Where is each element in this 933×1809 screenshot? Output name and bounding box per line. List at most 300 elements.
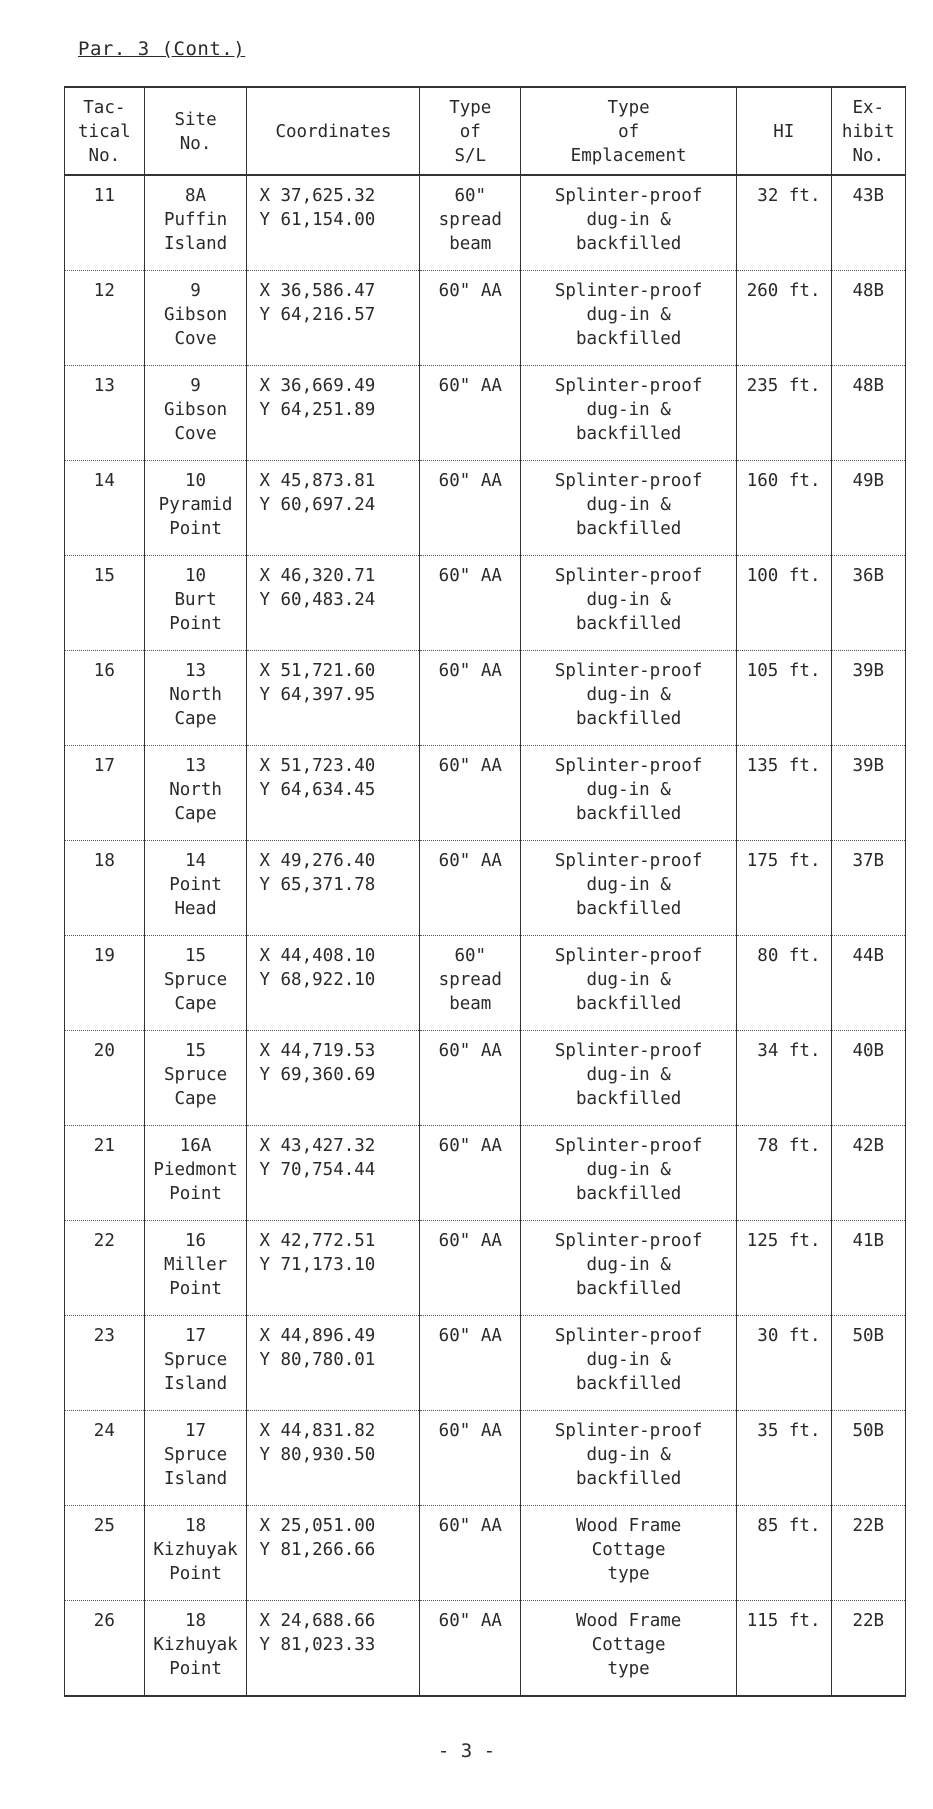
cell-emplacement-line: type [607,1564,650,1584]
cell-sl-type-line: 60" [454,946,487,966]
cell-sl-type [420,1126,521,1221]
cell-emplacement [521,1601,737,1697]
cell-site-line: Spruce [163,1445,228,1465]
cell-hi: 260 ft. [737,271,831,366]
cell-emplacement-line: dug-in & [586,1445,671,1465]
cell-coordinates-line: X 51,721.60 [259,661,376,681]
page-heading: Par. 3 (Cont.) [78,38,246,60]
cell-coordinates-line: X 51,723.40 [259,756,376,776]
cell-emplacement-line: Splinter-proof [554,376,703,396]
cell-emplacement-line: Splinter-proof [554,186,703,206]
cell-site-line: Cove [174,424,217,444]
cell-site-line: Spruce [163,970,228,990]
cell-emplacement-line: type [607,1659,650,1679]
cell-tactical-no: 20 [65,1031,145,1126]
table-header-row [65,87,906,175]
cell-coordinates [247,366,420,461]
cell-emplacement-line: backfilled [575,1374,682,1394]
cell-hi: 32 ft. [737,175,831,271]
cell-sl-type-line: 60" AA [438,376,502,396]
cell-exhibit-no: 48B [831,366,906,461]
cell-site-line: Point [169,875,222,895]
cell-sl-type [420,841,521,936]
cell-site-line: 9 [190,281,201,301]
page-number: - 3 - [437,1740,496,1762]
cell-coordinates-line: Y 81,266.66 [259,1540,376,1560]
cell-site-line: Point [169,1279,222,1299]
table-row [65,1506,906,1601]
cell-site-line: 15 [185,1041,207,1061]
cell-site-line: 14 [185,851,207,871]
cell-tactical-no: 24 [65,1411,145,1506]
cell-sl-type-line: 60" AA [438,566,502,586]
header-line: S/L [454,146,487,166]
cell-sl-type-line: 60" AA [438,1611,502,1631]
cell-emplacement-line: backfilled [575,519,682,539]
cell-exhibit-no: 48B [831,271,906,366]
header-line: HI [773,122,795,142]
cell-emplacement [521,1506,737,1601]
cell-emplacement [521,746,737,841]
cell-coordinates-line: Y 60,483.24 [259,590,376,610]
cell-emplacement-line: backfilled [575,424,682,444]
cell-emplacement-line: Splinter-proof [554,1326,703,1346]
cell-coordinates [247,1411,420,1506]
cell-emplacement [521,841,737,936]
cell-sl-type-line: 60" AA [438,1326,502,1346]
cell-site-line: 13 [185,756,207,776]
cell-tactical-no: 19 [65,936,145,1031]
cell-coordinates-line: X 42,772.51 [259,1231,376,1251]
cell-emplacement-line: dug-in & [586,970,671,990]
cell-site-line: 15 [185,946,207,966]
cell-site-line: Piedmont [153,1160,238,1180]
cell-emplacement [521,1126,737,1221]
header-tactical-no [65,87,145,175]
header-site-no [144,87,247,175]
cell-coordinates-line: X 44,719.53 [259,1041,376,1061]
cell-tactical-no: 21 [65,1126,145,1221]
cell-site-line: Point [169,1564,222,1584]
cell-coordinates-line: Y 61,154.00 [259,210,376,230]
cell-site-line: 18 [185,1611,207,1631]
cell-hi: 34 ft. [737,1031,831,1126]
cell-emplacement-line: backfilled [575,1469,682,1489]
header-line: No. [88,146,121,166]
header-line: of [459,122,481,142]
cell-emplacement [521,175,737,271]
header-line: Tac- [83,98,126,118]
cell-emplacement-line: backfilled [575,994,682,1014]
cell-emplacement-line: Cottage [591,1540,666,1560]
cell-exhibit-no: 49B [831,461,906,556]
cell-sl-type-line: 60" AA [438,1421,502,1441]
cell-sl-type [420,1221,521,1316]
searchlight-sites-table [64,86,906,1697]
cell-site-line: 10 [185,471,207,491]
cell-emplacement-line: Splinter-proof [554,661,703,681]
cell-coordinates-line: Y 81,023.33 [259,1635,376,1655]
cell-exhibit-no: 39B [831,651,906,746]
cell-exhibit-no: 22B [831,1506,906,1601]
cell-tactical-no: 17 [65,746,145,841]
cell-site-line: Kizhuyak [153,1540,238,1560]
cell-tactical-no: 22 [65,1221,145,1316]
table-row [65,1316,906,1411]
cell-sl-type-line: 60" AA [438,661,502,681]
cell-sl-type [420,271,521,366]
cell-site-line: 16 [185,1231,207,1251]
cell-coordinates-line: X 36,669.49 [259,376,376,396]
cell-site [144,1601,247,1697]
cell-site-line: Point [169,1659,222,1679]
cell-sl-type [420,1411,521,1506]
cell-sl-type [420,746,521,841]
cell-tactical-no: 23 [65,1316,145,1411]
cell-emplacement-line: backfilled [575,804,682,824]
cell-coordinates-line: X 45,873.81 [259,471,376,491]
cell-coordinates [247,461,420,556]
cell-sl-type [420,936,521,1031]
cell-sl-type-line: 60" AA [438,851,502,871]
table-row [65,651,906,746]
cell-emplacement-line: dug-in & [586,590,671,610]
cell-site-line: 17 [185,1421,207,1441]
table-row [65,841,906,936]
header-line: Site [174,110,217,130]
cell-coordinates-line: Y 68,922.10 [259,970,376,990]
cell-coordinates-line: Y 80,930.50 [259,1445,376,1465]
cell-sl-type-line: 60" AA [438,1231,502,1251]
cell-coordinates-line: X 36,586.47 [259,281,376,301]
table-row [65,366,906,461]
cell-site [144,1411,247,1506]
cell-coordinates-line: Y 64,251.89 [259,400,376,420]
cell-exhibit-no: 22B [831,1601,906,1697]
cell-emplacement-line: dug-in & [586,875,671,895]
cell-tactical-no: 26 [65,1601,145,1697]
cell-coordinates [247,1031,420,1126]
cell-site-line: Gibson [163,305,228,325]
cell-emplacement-line: Splinter-proof [554,946,703,966]
cell-sl-type-line: 60" AA [438,1041,502,1061]
header-coordinates [247,87,420,175]
cell-site-line: Puffin [163,210,228,230]
cell-site-line: North [169,780,222,800]
cell-emplacement-line: backfilled [575,899,682,919]
cell-emplacement-line: Splinter-proof [554,1041,703,1061]
cell-coordinates [247,651,420,746]
cell-coordinates-line: Y 80,780.01 [259,1350,376,1370]
cell-emplacement-line: Wood Frame [575,1516,682,1536]
cell-hi: 105 ft. [737,651,831,746]
cell-coordinates-line: Y 64,397.95 [259,685,376,705]
cell-site-line: 10 [185,566,207,586]
cell-site-line: Cape [174,994,217,1014]
cell-tactical-no: 11 [65,175,145,271]
cell-emplacement [521,1031,737,1126]
cell-coordinates-line: X 44,831.82 [259,1421,376,1441]
cell-sl-type-line: 60" [454,186,487,206]
table-body [65,175,906,1696]
cell-site-line: Cape [174,804,217,824]
cell-emplacement-line: backfilled [575,1089,682,1109]
cell-sl-type [420,1316,521,1411]
cell-coordinates [247,1126,420,1221]
cell-coordinates-line: X 25,051.00 [259,1516,376,1536]
cell-coordinates-line: Y 65,371.78 [259,875,376,895]
cell-site-line: Cape [174,1089,217,1109]
cell-site-line: Island [163,234,228,254]
cell-site-line: Island [163,1374,228,1394]
cell-emplacement-line: dug-in & [586,1255,671,1275]
cell-site [144,651,247,746]
table-row [65,461,906,556]
cell-tactical-no: 18 [65,841,145,936]
cell-exhibit-no: 42B [831,1126,906,1221]
cell-emplacement-line: dug-in & [586,305,671,325]
cell-sl-type-line: spread [438,210,502,230]
cell-site-line: 9 [190,376,201,396]
cell-emplacement-line: Splinter-proof [554,281,703,301]
header-line: Ex- [852,98,885,118]
header-hi [737,87,831,175]
cell-coordinates [247,1316,420,1411]
cell-exhibit-no: 41B [831,1221,906,1316]
table-row [65,1126,906,1221]
cell-site-line: Point [169,614,222,634]
cell-site-line: Gibson [163,400,228,420]
cell-emplacement-line: backfilled [575,614,682,634]
cell-site-line: Cove [174,329,217,349]
cell-site [144,746,247,841]
table-row [65,936,906,1031]
cell-sl-type-line: 60" AA [438,756,502,776]
cell-coordinates-line: X 43,427.32 [259,1136,376,1156]
cell-hi: 125 ft. [737,1221,831,1316]
table-row [65,1031,906,1126]
cell-sl-type [420,1601,521,1697]
cell-hi: 135 ft. [737,746,831,841]
cell-site [144,461,247,556]
header-type-of-emplacement [521,87,737,175]
cell-hi: 115 ft. [737,1601,831,1697]
cell-hi: 35 ft. [737,1411,831,1506]
header-line: Type [449,98,492,118]
cell-emplacement-line: backfilled [575,234,682,254]
table-row [65,1221,906,1316]
cell-sl-type [420,556,521,651]
cell-emplacement [521,936,737,1031]
cell-tactical-no: 15 [65,556,145,651]
cell-site-line: Pyramid [158,495,233,515]
cell-coordinates [247,175,420,271]
cell-site-line: North [169,685,222,705]
cell-emplacement [521,1316,737,1411]
cell-site-line: Point [169,519,222,539]
cell-emplacement [521,556,737,651]
cell-emplacement-line: Cottage [591,1635,666,1655]
cell-coordinates [247,271,420,366]
cell-emplacement-line: Splinter-proof [554,1136,703,1156]
cell-emplacement-line: backfilled [575,709,682,729]
cell-coordinates-line: Y 60,697.24 [259,495,376,515]
cell-emplacement-line: Wood Frame [575,1611,682,1631]
cell-emplacement-line: dug-in & [586,780,671,800]
cell-sl-type-line: 60" AA [438,1136,502,1156]
header-line: tical [78,122,131,142]
table-row [65,271,906,366]
cell-emplacement-line: dug-in & [586,1160,671,1180]
header-line: hibit [841,122,895,142]
cell-sl-type [420,366,521,461]
cell-coordinates-line: X 24,688.66 [259,1611,376,1631]
cell-sl-type [420,1506,521,1601]
cell-emplacement-line: Splinter-proof [554,1421,703,1441]
cell-emplacement-line: Splinter-proof [554,566,703,586]
cell-emplacement-line: dug-in & [586,210,671,230]
cell-hi: 160 ft. [737,461,831,556]
cell-site [144,271,247,366]
cell-coordinates-line: Y 71,173.10 [259,1255,376,1275]
cell-tactical-no: 25 [65,1506,145,1601]
cell-site [144,1316,247,1411]
cell-tactical-no: 13 [65,366,145,461]
header-line: Emplacement [570,146,687,166]
cell-site-line: Cape [174,709,217,729]
cell-site-line: 18 [185,1516,207,1536]
cell-site [144,841,247,936]
cell-site [144,366,247,461]
cell-emplacement [521,271,737,366]
cell-emplacement [521,651,737,746]
cell-site-line: Burt [174,590,217,610]
cell-coordinates-line: X 37,625.32 [259,186,376,206]
cell-sl-type [420,461,521,556]
cell-site [144,1221,247,1316]
table-row [65,556,906,651]
cell-coordinates-line: X 44,408.10 [259,946,376,966]
cell-emplacement-line: backfilled [575,1184,682,1204]
cell-exhibit-no: 37B [831,841,906,936]
cell-emplacement-line: Splinter-proof [554,1231,703,1251]
cell-emplacement-line: Splinter-proof [554,471,703,491]
cell-coordinates-line: Y 70,754.44 [259,1160,376,1180]
cell-hi: 78 ft. [737,1126,831,1221]
cell-site-line: 13 [185,661,207,681]
cell-sl-type [420,651,521,746]
cell-coordinates [247,556,420,651]
cell-sl-type-line: 60" AA [438,281,502,301]
cell-site-line: Island [163,1469,228,1489]
cell-hi: 175 ft. [737,841,831,936]
cell-coordinates [247,1601,420,1697]
cell-hi: 85 ft. [737,1506,831,1601]
cell-sl-type-line: beam [449,994,492,1014]
cell-coordinates-line: Y 64,216.57 [259,305,376,325]
header-line: No. [852,146,885,166]
cell-tactical-no: 12 [65,271,145,366]
cell-hi: 100 ft. [737,556,831,651]
cell-site-line: 16A [179,1136,212,1156]
cell-exhibit-no: 39B [831,746,906,841]
header-line: Type [607,98,650,118]
table-row [65,175,906,271]
header-type-of-sl [420,87,521,175]
cell-site-line: Miller [163,1255,228,1275]
cell-site [144,1031,247,1126]
cell-sl-type-line: 60" AA [438,471,502,491]
cell-site-line: 8A [185,186,207,206]
cell-coordinates [247,746,420,841]
cell-emplacement [521,1411,737,1506]
cell-sl-type-line: beam [449,234,492,254]
cell-emplacement-line: dug-in & [586,685,671,705]
cell-sl-type-line: spread [438,970,502,990]
cell-emplacement [521,461,737,556]
cell-emplacement-line: Splinter-proof [554,756,703,776]
cell-site [144,1126,247,1221]
cell-emplacement-line: dug-in & [586,1065,671,1085]
cell-emplacement-line: backfilled [575,329,682,349]
cell-coordinates-line: Y 69,360.69 [259,1065,376,1085]
cell-coordinates-line: X 49,276.40 [259,851,376,871]
cell-site-line: Spruce [163,1350,228,1370]
cell-exhibit-no: 40B [831,1031,906,1126]
cell-sl-type [420,1031,521,1126]
cell-coordinates-line: X 46,320.71 [259,566,376,586]
cell-emplacement-line: dug-in & [586,400,671,420]
cell-coordinates [247,841,420,936]
header-exhibit-no [831,87,906,175]
cell-exhibit-no: 50B [831,1316,906,1411]
cell-coordinates [247,1221,420,1316]
cell-sl-type [420,175,521,271]
cell-site-line: 17 [185,1326,207,1346]
cell-coordinates-line: Y 64,634.45 [259,780,376,800]
cell-hi: 235 ft. [737,366,831,461]
cell-exhibit-no: 50B [831,1411,906,1506]
cell-emplacement [521,1221,737,1316]
table-row [65,1411,906,1506]
header-line: No. [179,134,212,154]
cell-emplacement-line: dug-in & [586,495,671,515]
cell-exhibit-no: 43B [831,175,906,271]
cell-tactical-no: 14 [65,461,145,556]
cell-site-line: Kizhuyak [153,1635,238,1655]
cell-site-line: Head [174,899,217,919]
cell-emplacement [521,366,737,461]
cell-site [144,556,247,651]
table-row [65,1601,906,1697]
cell-tactical-no: 16 [65,651,145,746]
header-line: of [618,122,640,142]
cell-coordinates [247,936,420,1031]
cell-site-line: Spruce [163,1065,228,1085]
cell-emplacement-line: dug-in & [586,1350,671,1370]
cell-emplacement-line: Splinter-proof [554,851,703,871]
cell-exhibit-no: 44B [831,936,906,1031]
cell-coordinates-line: X 44,896.49 [259,1326,376,1346]
cell-emplacement-line: backfilled [575,1279,682,1299]
cell-site [144,175,247,271]
cell-hi: 30 ft. [737,1316,831,1411]
header-line: Coordinates [275,122,392,142]
cell-sl-type-line: 60" AA [438,1516,502,1536]
cell-hi: 80 ft. [737,936,831,1031]
cell-exhibit-no: 36B [831,556,906,651]
cell-site [144,1506,247,1601]
